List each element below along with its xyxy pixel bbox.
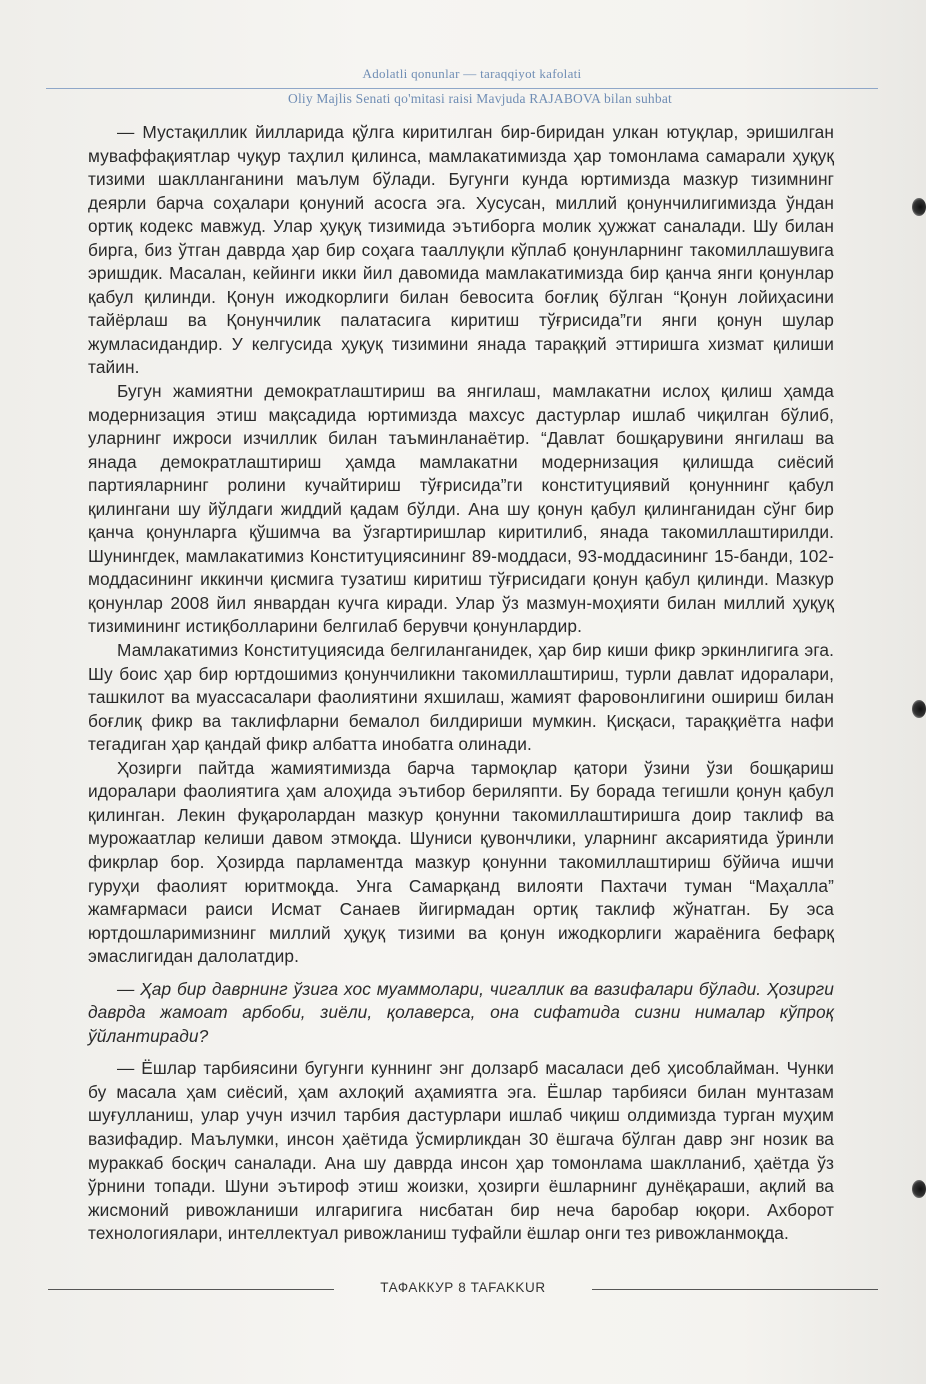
paragraph-answer-5: — Ёшлар тарбиясини бугунги куннинг энг долзарб масаласи деб ҳисоблайман. Чунки бу масала ҳам сиёсий, ҳам ахлоқий аҳамиятга эга. Ёшлар тарбияси билан мунтазам шуғулланиш, улар учун изчил тарбия дастурлари ишлаб чиқиш олдимизда турган муҳим вазифадир. Маълумки, инсон ҳаётида ўсмирликдан 30 ёшгача бўлган давр энг нозик ва мураккаб босқич саналади. Ана шу даврда инсон ҳар томонлама шаклланиб, ҳаётда ўз ўрнини топади. Шуни эътироф этиш жоизки, ҳозирги ёшларнинг дунёқараши, ақлий ва жисмоний ривожланиши илгаригига нисбатан бир неча баробар юқори. Ахборот технологиялари, интеллектуал ривожланиш туфайли ёшлар онги тез ривожланмоқда. (88, 1058, 834, 1244)
paragraph-answer-1: — Мустақиллик йилларида қўлга киритилган бир-биридан улкан ютуқлар, эришилган муваффақиятлар чуқур таҳлил қилинса, мамлакатимизда ҳар томонлама самарали ҳуқуқ тизими шаклланганини маълум бўлади. Бугунги кунда юртимизда мазкур тизимнинг деярли барча соҳалари қонуний асосга эга. Хусусан, миллий қонунчилигимизда ўндан ортиқ кодекс мавжуд. Улар ҳуқуқ тизимида эътиборга молик ҳужжат саналади. Шу билан бирга, биз ўтган даврда ҳар бир соҳага тааллуқли кўплаб қонунларнинг такомиллашувига эришдик. Масалан, кейинги икки йил давомида мамлакатимизда бир қанча янги қонунлар қабул қилинди. Қонун ижодкорлиги билан бевосита боғлиқ бўлган “Қонун лойиҳасини тайёрлаш ва Қонунчилик палатасига киритиш тўғрисида”ги янги қонун шулар жумласидандир. У келгусида ҳуқуқ тизимини янада тараққий эттиришга хизмат қилиши тайин. (88, 122, 834, 378)
binding-hole (912, 1180, 926, 1198)
header-title: Adolatli qonunlar — taraqqiyot kafolati (362, 66, 582, 81)
paragraph-answer-2: Бугун жамиятни демократлаштириш ва янгилаш, мамлакатни ислоҳ қилиш ҳамда модернизация этиш мақсадида юртимизда махсус дастурлар ишлаб чиқилган бўлиб, уларнинг ижроси изчиллик билан таъминланаётир. “Давлат бошқарувини янгилаш ва янада демократлаштириш ҳамда мамлакатни модернизация қилишда сиёсий партияларнинг ролини кучайтириш тўғрисида”ги конституциявий қонуннинг қабул қилингани шу йўлдаги жиддий қадам бўлди. Ана шу қонун қабул қилинганидан сўнг бир қанча қонунларга қўшимча ва ўзгартиришлар киритилиб, янада такомиллаштирилди. Шунингдек, мамлакатимиз Конституциясининг 89-моддаси, 93-моддасининг 15-банди, 102-моддасининг иккинчи қисмига тузатиш киритиш тўғрисидаги қонун қабул қилинди. Мазкур қонунлар 2008 йил январдан кучга киради. Улар ўз мазмун-моҳияти билан миллий ҳуқуқ тизимининг истиқболларини белгилаб берувчи қонунлардир. (88, 381, 834, 637)
footer-rule-left (48, 1289, 334, 1290)
footer-rule-right (592, 1289, 878, 1290)
paragraph-answer-4: Ҳозирги пайтда жамиятимизда барча тармоқлар қатори ўзини ўзи бошқариш идоралари фаолиятига ҳам алоҳида эътибор бериляпти. Бу борада тегишли қонун қабул қилинган. Лекин фуқаролардан мазкур қонунни такомиллаштиришга доир таклиф ва мурожаатлар келиши давом этмоқда. Шуниси қувончлики, уларнинг аксариятида ўринли фикрлар бор. Ҳозирда парламентда мазкур қонунни такомиллаштириш бўйича ишчи гуруҳи фаолият юритмоқда. Унга Самарқанд вилояти Пахтачи туман “Маҳалла” жамғармаси раиси Исмат Санаев йигирмадан ортиқ таклиф жўнатган. Бу эса юртдошларимизнинг миллий ҳуқуқ тизими ва қонун ижодкорлиги жараёнига бефарқ эмаслигидан далолатдир. (88, 757, 834, 967)
footer-journal-title: ТАФАККУР 8 TAFAKKUR (380, 1280, 546, 1295)
paragraph-answer-3: Мамлакатимиз Конституциясида белгиланганидек, ҳар бир киши фикр эркинлигига эга. Шу боис ҳар бир юртдошимиз қонунчиликни такомиллаштириш, турли давлат идоралари, ташкилот ва муассасалари фаолиятини яхшилаш, жамият фаровонлигини ошириш билан боғлиқ фикр ва таклифларни бемалол билдириши мумкин. Қисқаси, тараққиётга нафи тегадиган ҳар қандай фикр албатта инобатга олинади. (88, 640, 834, 755)
article-body (88, 121, 834, 1246)
binding-hole (912, 198, 926, 216)
running-header (46, 66, 878, 107)
header-rule (46, 88, 878, 89)
header-subtitle: Oliy Majlis Senati qo'mitasi raisi Mavjuda RAJABOVA bilan suhbat (288, 91, 672, 106)
paragraph-question: — Ҳар бир даврнинг ўзига хос муаммолари, чигаллик ва вазифалари бўлади. Ҳозирги даврда жамоат арбоби, зиёли, қолаверса, она сифатида сизни нималар кўпроқ ўйлантиради? (88, 978, 834, 1046)
page-footer (48, 1280, 878, 1300)
binding-hole (912, 700, 926, 718)
